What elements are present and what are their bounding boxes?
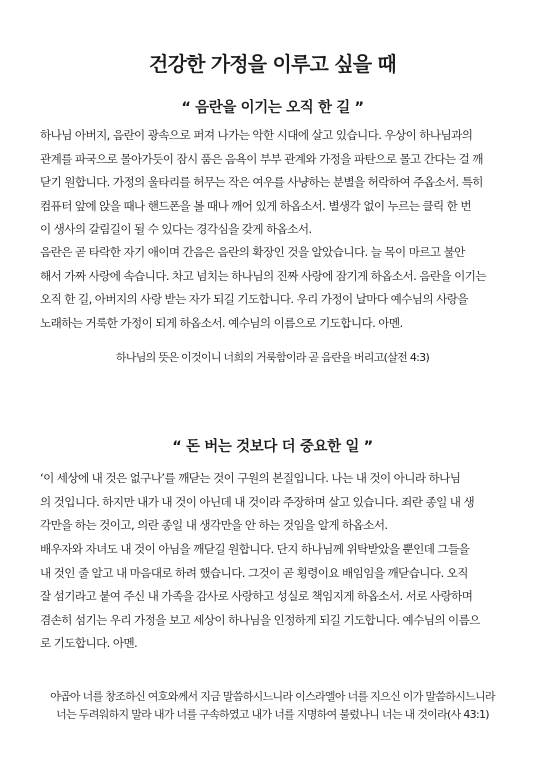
paragraph-line: 음란은 곧 타락한 자기 애이며 간음은 음란의 확장인 것을 알았습니다. 늘 목이 마르고 불안 xyxy=(40,245,465,259)
paragraph-line: 내 것인 줄 알고 내 마음대로 하려 했습니다. 그것이 곧 횡령이요 배임임을 깨닫습니다. 오직 xyxy=(40,565,468,580)
paragraph-line: 잘 섬기라고 붙여 주신 내 가족을 감사로 사랑하고 성실로 책임지게 하옵소서. 서로 사랑하며 xyxy=(40,589,473,604)
paragraph-line: 컴퓨터 앞에 앉을 때나 핸드폰을 볼 때나 깨어 있게 하옵소서. 별생각 없이 누르는 클릭 한 번 xyxy=(40,198,471,213)
paragraph-line: 관계를 파국으로 몰아가듯이 잠시 품은 음욕이 부부 관계와 가정을 파탄으로 몰고 간다는 걸 깨 xyxy=(40,151,483,166)
section-1-paragraph-2 xyxy=(40,241,510,335)
paragraph-line: 닫기 원합니다. 가정의 울타리를 허무는 작은 여우를 사냥하는 분별을 허락하여 주옵소서. 특히 xyxy=(40,175,483,190)
paragraph-line: 각만을 하는 것이고, 의란 종일 내 생각만을 안 하는 것임을 알게 하옵소서. xyxy=(40,518,388,533)
paragraph-line: 노래하는 거룩한 가정이 되게 하옵소서. 예수님의 이름으로 기도합니다. 아멘. xyxy=(40,315,403,330)
paragraph-line: ‘이 세상에 내 것은 없구나’를 깨닫는 것이 구원의 본질입니다. 나는 내 것이 아니라 하나님 xyxy=(40,471,461,485)
section-heading-2: “ 돈 버는 것보다 더 중요한 일 ” xyxy=(172,439,373,455)
section-2-paragraph-2 xyxy=(40,538,510,656)
document-title: 건강한 가정을 이루고 싶을 때 xyxy=(149,52,396,76)
verse-line: 하나님의 뜻은 이것이니 너희의 거룩함이라 곧 음란을 버리고(살전 4:3) xyxy=(115,351,430,364)
paragraph-line: 겸손히 섬기는 우리 가정을 보고 세상이 하나님을 인정하게 되길 기도합니다. 예수님의 이름으 xyxy=(40,612,480,627)
paragraph-line: 로 기도합니다. 아멘. xyxy=(40,636,138,651)
section-2-paragraph-1 xyxy=(40,467,510,538)
paragraph-line: 배우자와 자녀도 내 것이 아님을 깨닫길 원합니다. 단지 하나님께 위탁받았을 뿐인데 그들을 xyxy=(40,542,470,556)
section-1-verse xyxy=(0,349,545,367)
paragraph-line: 해서 가짜 사랑에 속습니다. 차고 넘치는 하나님의 진짜 사랑에 잠기게 하옵소서. 음란을 이기는 xyxy=(40,268,486,283)
paragraph-line: 오직 한 길, 아버지의 사랑 받는 자가 되길 기도합니다. 우리 가정이 날마다 예수님의 사랑을 xyxy=(40,292,468,307)
verse-line: 너는 두려워하지 말라 내가 너를 구속하였고 내가 너를 지명하여 불렀나니 너는 내 것이라(사 43:1) xyxy=(56,708,489,721)
section-1-paragraph-1 xyxy=(40,124,510,242)
paragraph-line: 하나님 아버지, 음란이 광속으로 퍼져 나가는 악한 시대에 살고 있습니다. 우상이 하나님과의 xyxy=(40,128,473,142)
section-heading-1: “ 음란을 이기는 오직 한 길 ” xyxy=(181,100,364,116)
paragraph-line: 이 생사의 갈림길이 될 수 있다는 경각심을 갖게 하옵소서. xyxy=(40,222,312,237)
section-2-verse xyxy=(0,688,545,724)
verse-line: 야곱아 너를 창조하신 여호와께서 지금 말씀하시느니라 이스라엘아 너를 지으신 이가 말씀하시느니라 xyxy=(50,690,495,703)
paragraph-line: 의 것입니다. 하지만 내가 내 것이 아닌데 내 것이라 주장하며 살고 있습니다. 죄란 종일 내 생 xyxy=(40,494,475,509)
